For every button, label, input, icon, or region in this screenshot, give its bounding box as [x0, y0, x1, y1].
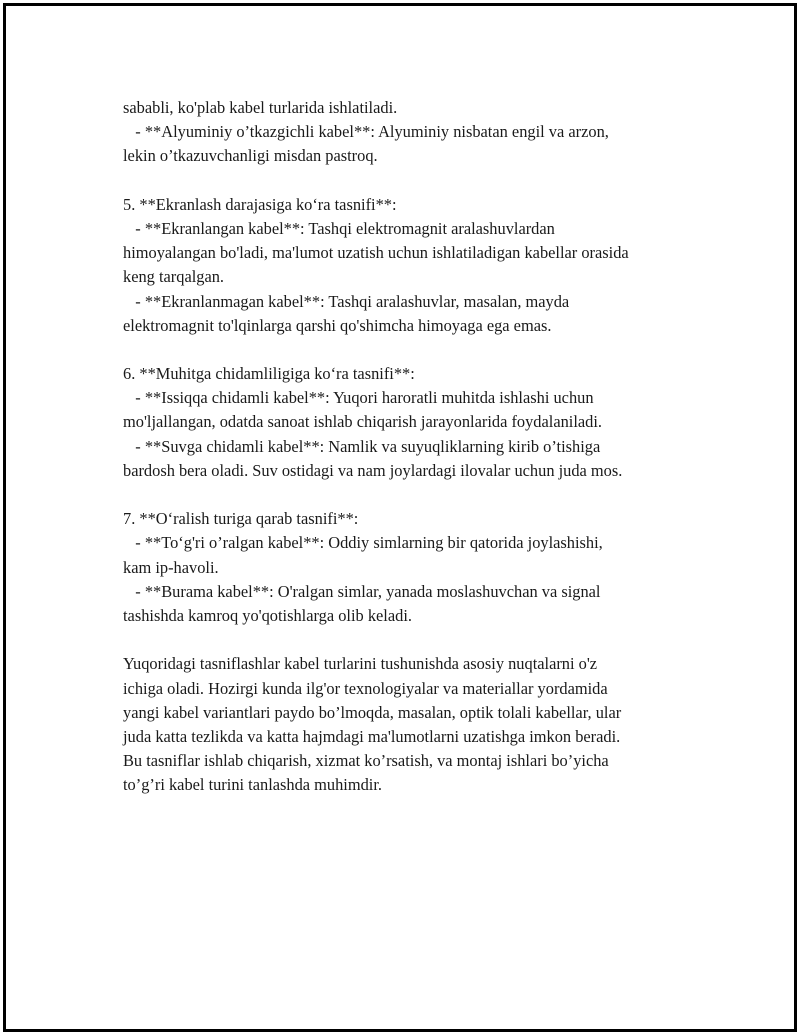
text-line: tashishda kamroq yo'qotishlarga olib keladi.	[123, 605, 412, 625]
text-line: - **Alyuminiy o’tkazgichli kabel**: Alyuminiy nisbatan engil va arzon,	[123, 122, 609, 142]
text-line: - **Issiqqa chidamli kabel**: Yuqori haroratli muhitda ishlashi uchun	[123, 388, 594, 408]
text-line: Bu tasniflar ishlab chiqarish, xizmat ko’rsatish, va montaj ishlari bo’yicha	[123, 751, 609, 771]
text-line: - **Ekranlangan kabel**: Tashqi elektromagnit aralashuvlardan	[123, 218, 555, 238]
text-line: ichiga oladi. Hozirgi kunda ilg'or texnologiyalar va materiallar yordamida	[123, 678, 608, 698]
text-line: kam ip-havoli.	[123, 557, 219, 577]
paragraph-spacer	[123, 628, 703, 652]
document-body	[123, 96, 703, 797]
text-line: 6. **Muhitga chidamliligiga ko‘ra tasnifi**:	[123, 364, 415, 384]
text-line: - **Suvga chidamli kabel**: Namlik va suyuqliklarning kirib o’tishiga	[123, 436, 601, 456]
text-line: himoyalangan bo'ladi, ma'lumot uzatish uchun ishlatiladigan kabellar orasida	[123, 243, 629, 263]
paragraph-spacer	[123, 169, 703, 193]
text-line: elektromagnit to'lqinlarga qarshi qo'shimcha himoyaga ega emas.	[123, 315, 552, 335]
paragraph-spacer	[123, 338, 703, 362]
text-line: 5. **Ekranlash darajasiga ko‘ra tasnifi**:	[123, 194, 397, 214]
paragraph	[123, 193, 703, 338]
text-line: bardosh bera oladi. Suv ostidagi va nam joylardagi ilovalar uchun juda mos.	[123, 460, 623, 480]
page-frame	[3, 3, 797, 1032]
text-line: keng tarqalgan.	[123, 267, 225, 287]
paragraph-spacer	[123, 483, 703, 507]
text-line: - **Burama kabel**: O'ralgan simlar, yanada moslashuvchan va signal	[123, 581, 601, 601]
paragraph	[123, 96, 703, 169]
text-line: - **Ekranlanmagan kabel**: Tashqi aralashuvlar, masalan, mayda	[123, 291, 570, 311]
text-line: Yuqoridagi tasniflashlar kabel turlarini tushunishda asosiy nuqtalarni o'z	[123, 654, 598, 674]
text-line: sababli, ko'plab kabel turlarida ishlatiladi.	[123, 98, 398, 117]
text-line: juda katta tezlikda va katta hajmdagi ma'lumotlarni uzatishga imkon beradi.	[123, 726, 621, 746]
text-line: lekin o’tkazuvchanligi misdan pastroq.	[123, 146, 378, 166]
paragraph	[123, 652, 703, 797]
paragraph	[123, 362, 703, 483]
text-line: mo'ljallangan, odatda sanoat ishlab chiqarish jarayonlarida foydalaniladi.	[123, 412, 603, 432]
text-line: - **To‘g'ri o’ralgan kabel**: Oddiy simlarning bir qatorida joylashishi,	[123, 533, 603, 553]
text-line: 7. **O‘ralish turiga qarab tasnifi**:	[123, 509, 359, 529]
paragraph	[123, 507, 703, 628]
text-line: to’g’ri kabel turini tanlashda muhimdir.	[123, 775, 383, 795]
text-line: yangi kabel variantlari paydo bo’lmoqda, masalan, optik tolali kabellar, ular	[123, 702, 622, 722]
